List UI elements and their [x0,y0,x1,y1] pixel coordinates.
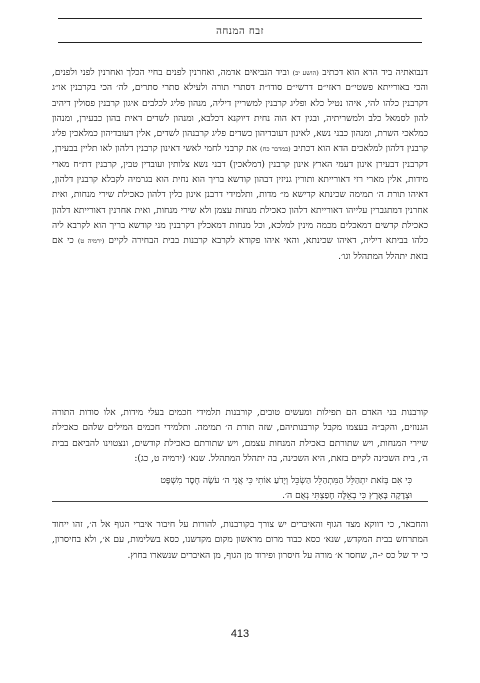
zohar-paragraph [52,66,428,265]
translation-paragraph: קורבנות בני האדם הם תפילות ומעשים טובים, קורבנות תלמידי חכמים בעלי מידות, אלו סודות התורה הגנוזים, והקב״ה בעצמו מקבל קורבנותיהם, שזה תורת ה׳ תמימה. ותלמידי חכמים המילים שלהם כאכילת שיירי המנחות, ויש שתורתם כאכילת המנחות עצמם, ויש שתורתם כאכילת קודשים, ונצטוינו להביאם בבית ה׳, בית השכינה לקיים בזאת, היא השכינה, בה יתהלל המתהלל. שנא׳ (ירמיה ט, כג): [52,408,428,464]
section-divider [52,501,428,502]
header-top-rule [58,18,422,19]
quote-line: כִּי אִם בְּזֹאת יִתְהַלֵּל הַמִּתְהַלֵּל הַשְׂכֵּל וְיָדֹעַ אוֹתִי כִּי אֲנִי ה׳ עֹשֶׂה חֶסֶד מִשְׁפָּט [160,476,412,486]
header-bottom-rule [58,42,422,43]
scripture-quote [72,474,412,504]
running-head: זבח המנחה [216,26,264,37]
quote-line: וּצְדָקָה בָּאָרֶץ כִּי בְאֵלֶּה חָפַצְתִּי נְאֻם ה׳. [282,491,412,501]
source-reference: (ירמיה ט) [77,237,105,246]
source-reference: (הושע יב) [292,69,319,77]
commentary-paragraph: והחבאר, כי דווקא מצד הגוף והאיברים יש צורך בקורבנות, להורות על חיבור איברי הגוף אל ה׳, זהו ייחוד המתרחש בבית המקדש, שנא׳ כסא כבוד מרום מראשון מקום מקדשנו, כסא בשלימות, עם א׳, ולא בחיסרון, כי יד של כס י-ה, שחסר א׳ מורה על חיסרון ופירוד מן הגוף, מן האיברים שנשארו בחוץ. [52,520,428,561]
paragraph-text: וביד הנביאים אדמה, ואחרנין לפנים בחיי הכלך ואחרנין לפני ולפנים, והכי באורייתא פשטי״ם ראזי״ם דרשי״ם סודו״ת דסתרי תורה ולעילא סתרי סתרים, לה׳ הכי בקרבנין או״ג דקרבנין כלהו להי, איהו נטיל כלא ופליג קרבנין למשריין דיליה, מנהון פליג לכלבים איגון קרבנין פסולין דיהיב להון לסמאל כלב ולמשריתיה, ובגין דא הוה נחית דיוקנא דכלבא, ומנהון לשדים דאית בהון כבעירן, ומנהון כמלאכי השרת, ומנהון כבני נשא, לאינון דעובדיהון כשדים פליג קרבנהון לשדים, אלין דעובדיהון כמלאכין פליג קרבנין דלהון למלאכים הדא הוא דכתיב [52,68,428,155]
source-reference: (במדבר כח) [260,145,291,154]
paragraph-text: את קרבני לחמי לאשי דאינון קרבנין דלהון לאו תליין בבעירן, דקרבנין דבעירן אינון דעמי הארץ אינון קרבנין (דמלאכין) דבני נשא צלותין ועובדין טבין, קרבנין דת״ח מארי מידות, אלין מארי רזי דאורייתא ותורין גניזין דבהון קודשא בריך הוא נחית הוא בגרמיה לקבלא קרבנין דלהון, דאיהו תורת ה׳ תמימה שכינתא קדישא מ״ מדות, ותלמידי דרבנן אינון כלין דלהון כאכילת שירי מנחות, ואית אחרנין דמתגברין עלייהו דאורייתא דלהון כאכילת מנחות עצמן ולא שירי מנחות, ואית אחרנין דאורייתא דלהון כאכילת קדשים דמאכלים מכמה מינין למלכא, וכל מנחות דמאכלין דקרבנין מני קודשא בריך הוא לקרבא ליה כלהו בביתא דיליה, דאיהו שכינתא, והאי איהו פקודא לקרבא קרבנות בבית הבחירה לקיים [52,144,429,247]
page-number: 413 [230,628,250,640]
paragraph-text: כי אם בזאת יתהלל המתהלל וגו׳. [52,236,428,262]
paragraph-text: דנבואתיה ביד הדא הוא דכתיב [318,68,428,78]
